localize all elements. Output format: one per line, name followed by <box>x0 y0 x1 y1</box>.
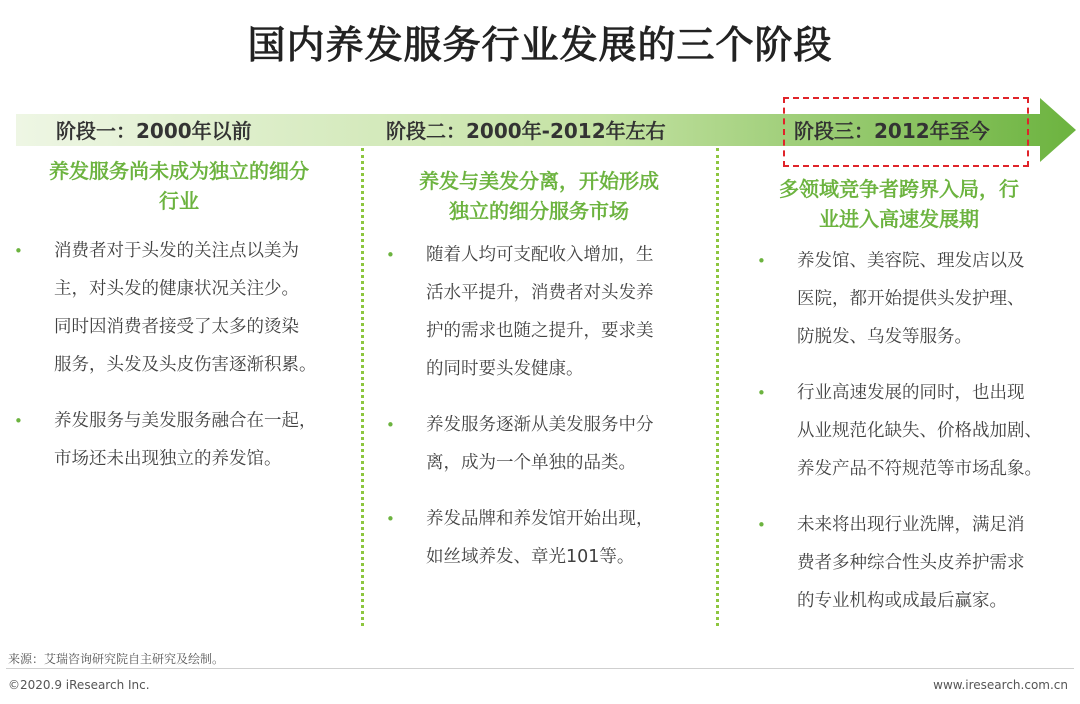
stage-2-heading <box>366 166 712 226</box>
heading-line: 业进入高速发展期 <box>819 207 979 231</box>
bullet-icon: • <box>14 242 23 260</box>
stage-1-bullet-list <box>14 232 354 496</box>
stage-3-highlight-box <box>783 97 1029 167</box>
bullet-line: 同时因消费者接受了太多的烫染 <box>54 317 299 337</box>
stage-1-label: 阶段一：2000年以前 <box>56 119 252 143</box>
footer-divider <box>6 668 1074 669</box>
bullet-line: 费者多种综合性头皮养护需求 <box>797 553 1025 573</box>
list-item <box>386 406 712 482</box>
stage-1-heading <box>8 156 350 216</box>
page-title: 国内养发服务行业发展的三个阶段 <box>247 23 833 67</box>
list-item <box>14 232 354 384</box>
bullet-line: 市场还未出现独立的养发馆。 <box>54 449 282 469</box>
bullet-line: 医院，都开始提供头发护理、 <box>797 289 1025 309</box>
bullet-line: 养发服务与美发服务融合在一起， <box>54 411 317 431</box>
bullet-line: 离，成为一个单独的品类。 <box>426 453 636 473</box>
stage-3-label: 阶段三：2012年至今 <box>794 119 990 143</box>
bullet-line: 未来将出现行业洗牌，满足消 <box>797 515 1025 535</box>
list-item <box>757 242 1075 356</box>
bullet-line: 行业高速发展的同时，也出现 <box>797 383 1025 403</box>
bullet-line: 服务，头发及头皮伤害逐渐积累。 <box>54 355 317 375</box>
bullet-line: 养发品牌和养发馆开始出现， <box>426 509 654 529</box>
bullet-icon: • <box>757 384 766 402</box>
list-item <box>386 500 712 576</box>
heading-line: 养发服务尚未成为独立的细分 <box>49 159 309 183</box>
bullet-line: 养发产品不符规范等市场乱象。 <box>797 459 1042 479</box>
bullet-line: 防脱发、乌发等服务。 <box>797 327 972 347</box>
heading-line: 养发与美发分离，开始形成 <box>419 169 659 193</box>
stage-3-bullet-list <box>757 242 1075 638</box>
bullet-line: 随着人均可支配收入增加，生 <box>426 245 654 265</box>
bullet-icon: • <box>14 412 23 430</box>
bullet-line: 如丝域养发、章光101等。 <box>426 547 635 567</box>
bullet-icon: • <box>757 252 766 270</box>
bullet-line: 活水平提升，消费者对头发养 <box>426 283 654 303</box>
copyright-text: ©2020.9 iResearch Inc. <box>8 678 150 692</box>
column-divider-2 <box>716 148 719 626</box>
column-divider-1 <box>361 148 364 626</box>
stage-2-bullet-list <box>386 236 712 594</box>
bullet-icon: • <box>757 516 766 534</box>
bullet-line: 养发服务逐渐从美发服务中分 <box>426 415 654 435</box>
heading-line: 行业 <box>159 189 199 213</box>
bullet-icon: • <box>386 416 395 434</box>
bullet-line: 养发馆、美容院、理发店以及 <box>797 251 1025 271</box>
bullet-line: 消费者对于头发的关注点以美为 <box>54 241 299 261</box>
list-item <box>14 402 354 478</box>
source-note: 来源：艾瑞咨询研究院自主研究及绘制。 <box>8 652 225 666</box>
bullet-line: 从业规范化缺失、价格战加剧、 <box>797 421 1042 441</box>
list-item <box>757 374 1075 488</box>
list-item <box>757 506 1075 620</box>
bullet-icon: • <box>386 510 395 528</box>
bullet-line: 护的需求也随之提升，要求美 <box>426 321 654 341</box>
bullet-icon: • <box>386 246 395 264</box>
bullet-line: 主，对头发的健康状况关注少。 <box>54 279 299 299</box>
heading-line: 多领域竞争者跨界入局，行 <box>779 177 1019 201</box>
stage-3-heading <box>726 174 1072 234</box>
heading-line: 独立的细分服务市场 <box>449 199 629 223</box>
list-item <box>386 236 712 388</box>
bullet-line: 的专业机构或成最后赢家。 <box>797 591 1007 611</box>
stage-2-label: 阶段二：2000年-2012年左右 <box>386 119 666 143</box>
bullet-line: 的同时要头发健康。 <box>426 359 584 379</box>
website-link[interactable]: www.iresearch.com.cn <box>933 678 1068 692</box>
